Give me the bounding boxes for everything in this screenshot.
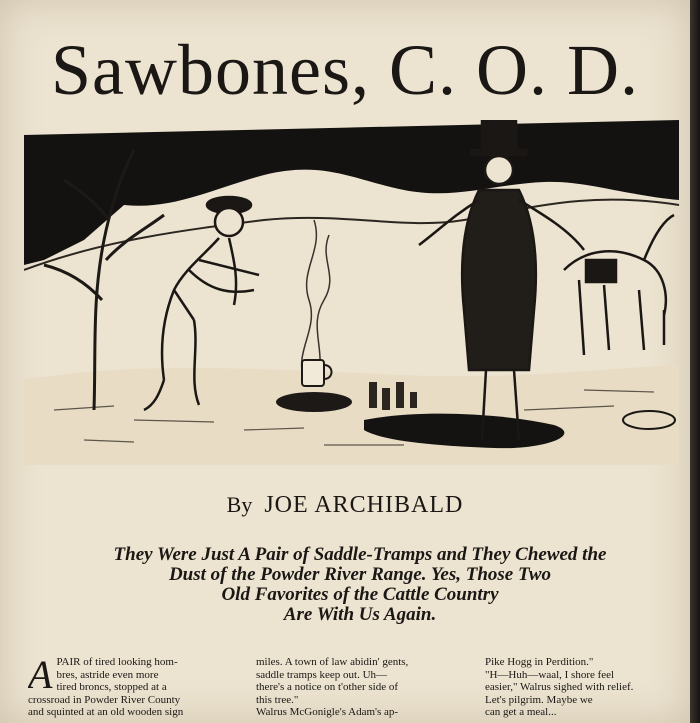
deck-line: Are With Us Again. xyxy=(283,604,437,625)
campfire-smoke xyxy=(302,220,330,380)
body-text xyxy=(28,656,678,723)
text-line: saddle tramps keep out. Uh— xyxy=(256,668,388,681)
author-name: JOE ARCHIBALD xyxy=(264,492,464,518)
text-line: crossroad in Powder River County xyxy=(28,693,181,706)
text-line: miles. A town of law abidin' gents, xyxy=(256,656,409,668)
ground xyxy=(24,365,679,465)
horse xyxy=(564,215,674,355)
text-line: PAIR of tired looking hom- xyxy=(56,656,178,668)
body-column-3 xyxy=(485,656,678,719)
drop-cap: A xyxy=(28,656,53,697)
text-line: and squinted at an old wooden sign xyxy=(28,706,184,718)
text-line: bres, astride even more xyxy=(56,668,159,681)
text-line: Pike Hogg in Perdition." xyxy=(485,656,594,668)
text-line: there's a notice on t'other side of xyxy=(256,681,399,693)
story-title: Sawbones, C. O. D. xyxy=(51,30,639,110)
text-line: this tree." xyxy=(256,693,299,706)
hat-on-ground xyxy=(623,411,675,429)
byline-prefix: By xyxy=(226,492,253,517)
body-column-2 xyxy=(256,656,466,719)
deck-line: They Were Just A Pair of Saddle-Tramps and They Chewed the xyxy=(113,544,607,565)
body-column-1 xyxy=(28,656,233,719)
text-line: tired broncs, stopped at a xyxy=(56,681,167,693)
page-edge xyxy=(690,0,700,723)
byline xyxy=(0,492,690,519)
text-line: Walrus McGonigle's Adam's ap- xyxy=(256,706,399,718)
western-scene-illustration xyxy=(24,120,682,480)
text-line: Let's pilgrim. Maybe we xyxy=(485,693,593,706)
deck-line: Dust of the Powder River Range. Yes, Those Two xyxy=(168,564,552,585)
hill-line xyxy=(24,200,679,270)
text-line: easier," Walrus sighed with relief. xyxy=(485,681,634,693)
text-line: "H—Huh—waal, I shore feel xyxy=(485,668,615,681)
deck-line: Old Favorites of the Cattle Country xyxy=(221,584,499,605)
text-line: can get a meal... xyxy=(485,706,557,718)
story-deck xyxy=(40,545,680,625)
